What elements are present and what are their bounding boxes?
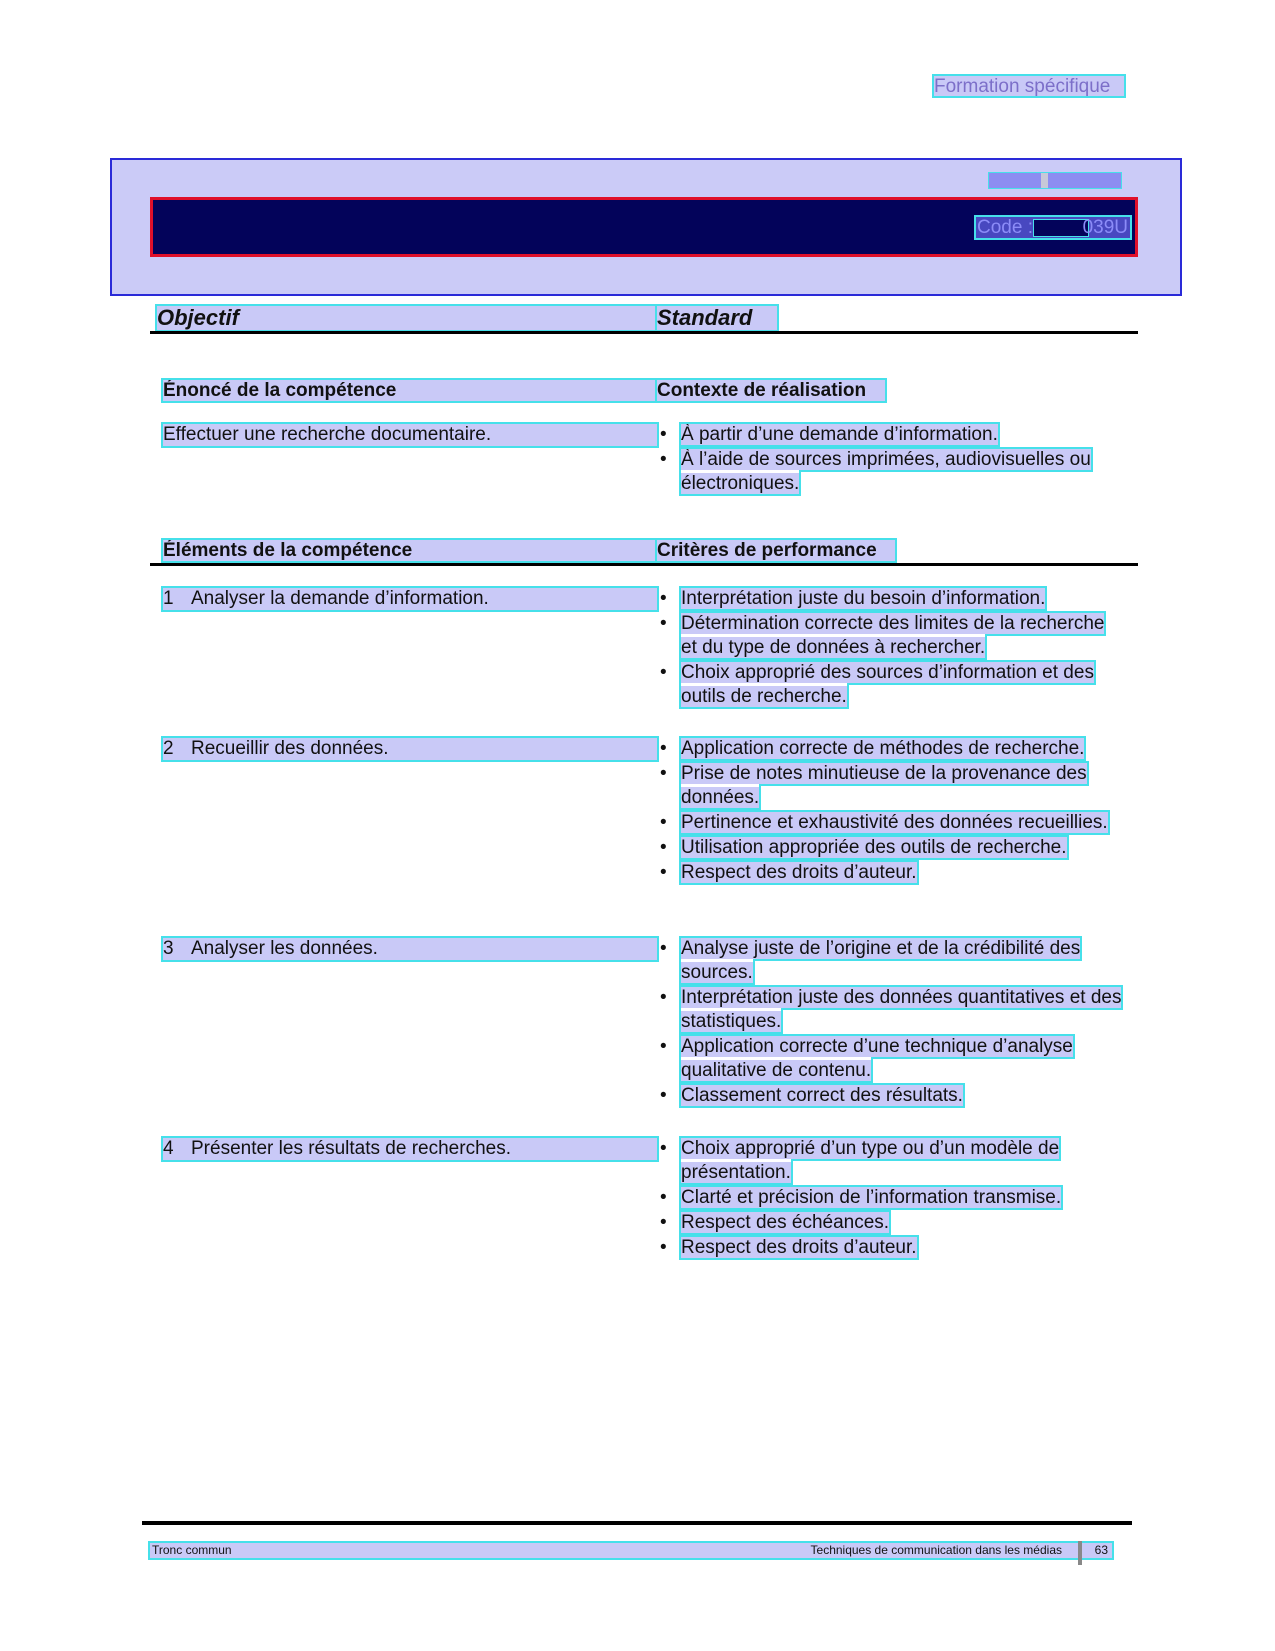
page-number: 63 [1094, 1543, 1108, 1557]
criteria-item: • Pertinence et exhaustivité des données recueillies. [660, 812, 1108, 833]
footer-separator [1078, 1541, 1082, 1565]
criteria-item: • Respect des droits d’auteur. [660, 1237, 917, 1258]
code-label: Code : [977, 217, 1033, 238]
banner-tab [988, 172, 1122, 189]
context-list [659, 423, 1123, 497]
criteria-item: • Interprétation juste des données quantitatives et des statistiques. [660, 987, 1122, 1032]
objective-heading: Objectif [157, 306, 657, 330]
criteria-item: • Analyse juste de l’origine et de la crédibilité des sources. [660, 938, 1081, 983]
criteria-list [659, 937, 1123, 1109]
criteria-item: • Application correcte de méthodes de recherche. [660, 738, 1085, 759]
code-gap [1033, 219, 1089, 237]
element-number: 2 [163, 738, 174, 759]
criteria-list [659, 1137, 1123, 1261]
criteria-item: • Détermination correcte des limites de la recherche et du type de données à rechercher. [660, 613, 1105, 658]
element-number: 4 [163, 1138, 174, 1159]
competence-statement: Effectuer une recherche documentaire. [163, 424, 657, 446]
standard-heading: Standard [657, 306, 777, 330]
header-rule [150, 331, 1138, 334]
element-label: Présenter les résultats de recherches. [191, 1138, 511, 1159]
context-item: • À l’aide de sources imprimées, audiovisuelles ou électroniques. [660, 449, 1091, 494]
criteria-item: • Choix approprié des sources d’information et des outils de recherche. [660, 662, 1094, 707]
element-number: 3 [163, 938, 174, 959]
criteria-list [659, 737, 1123, 886]
elements-rule [150, 563, 1138, 566]
criteria-heading: Critères de performance [657, 540, 895, 561]
context-item: • À partir d’une demande d’information. [660, 424, 998, 445]
criteria-item: • Prise de notes minutieuse de la provenance des données. [660, 763, 1087, 808]
criteria-item: • Clarté et précision de l’information transmise. [660, 1187, 1062, 1208]
footer-left-text: Tronc commun [152, 1543, 232, 1557]
elements-heading: Éléments de la compétence [163, 540, 657, 561]
code-value: 039U [1082, 217, 1128, 238]
criteria-item: • Application correcte d’une technique d’analyse qualitative de contenu. [660, 1036, 1073, 1081]
element-label: Analyser la demande d’information. [191, 588, 489, 609]
element-row [163, 738, 657, 760]
element-row [163, 588, 657, 610]
footer-right-text: Techniques de communication dans les médias [810, 1543, 1062, 1557]
criteria-item: • Respect des échéances. [660, 1212, 890, 1233]
element-label: Analyser les données. [191, 938, 378, 959]
banner-tab-separator [1041, 173, 1048, 188]
competence-code [976, 217, 1130, 238]
criteria-item: • Classement correct des résultats. [660, 1085, 963, 1106]
competence-heading: Énoncé de la compétence [163, 380, 657, 401]
criteria-item: • Utilisation appropriée des outils de recherche. [660, 837, 1067, 858]
criteria-item: • Respect des droits d’auteur. [660, 862, 917, 883]
criteria-list [659, 587, 1123, 710]
criteria-item: • Choix approprié d’un type ou d’un modèle de présentation. [660, 1138, 1060, 1183]
context-heading: Contexte de réalisation [657, 380, 885, 401]
section-label: Formation spécifique [934, 76, 1124, 96]
footer-rule [142, 1521, 1132, 1525]
element-row [163, 1138, 657, 1160]
element-label: Recueillir des données. [191, 738, 389, 759]
element-row [163, 938, 657, 960]
page-footer [150, 1543, 1112, 1558]
criteria-item: • Interprétation juste du besoin d’information. [660, 588, 1046, 609]
element-number: 1 [163, 588, 174, 609]
